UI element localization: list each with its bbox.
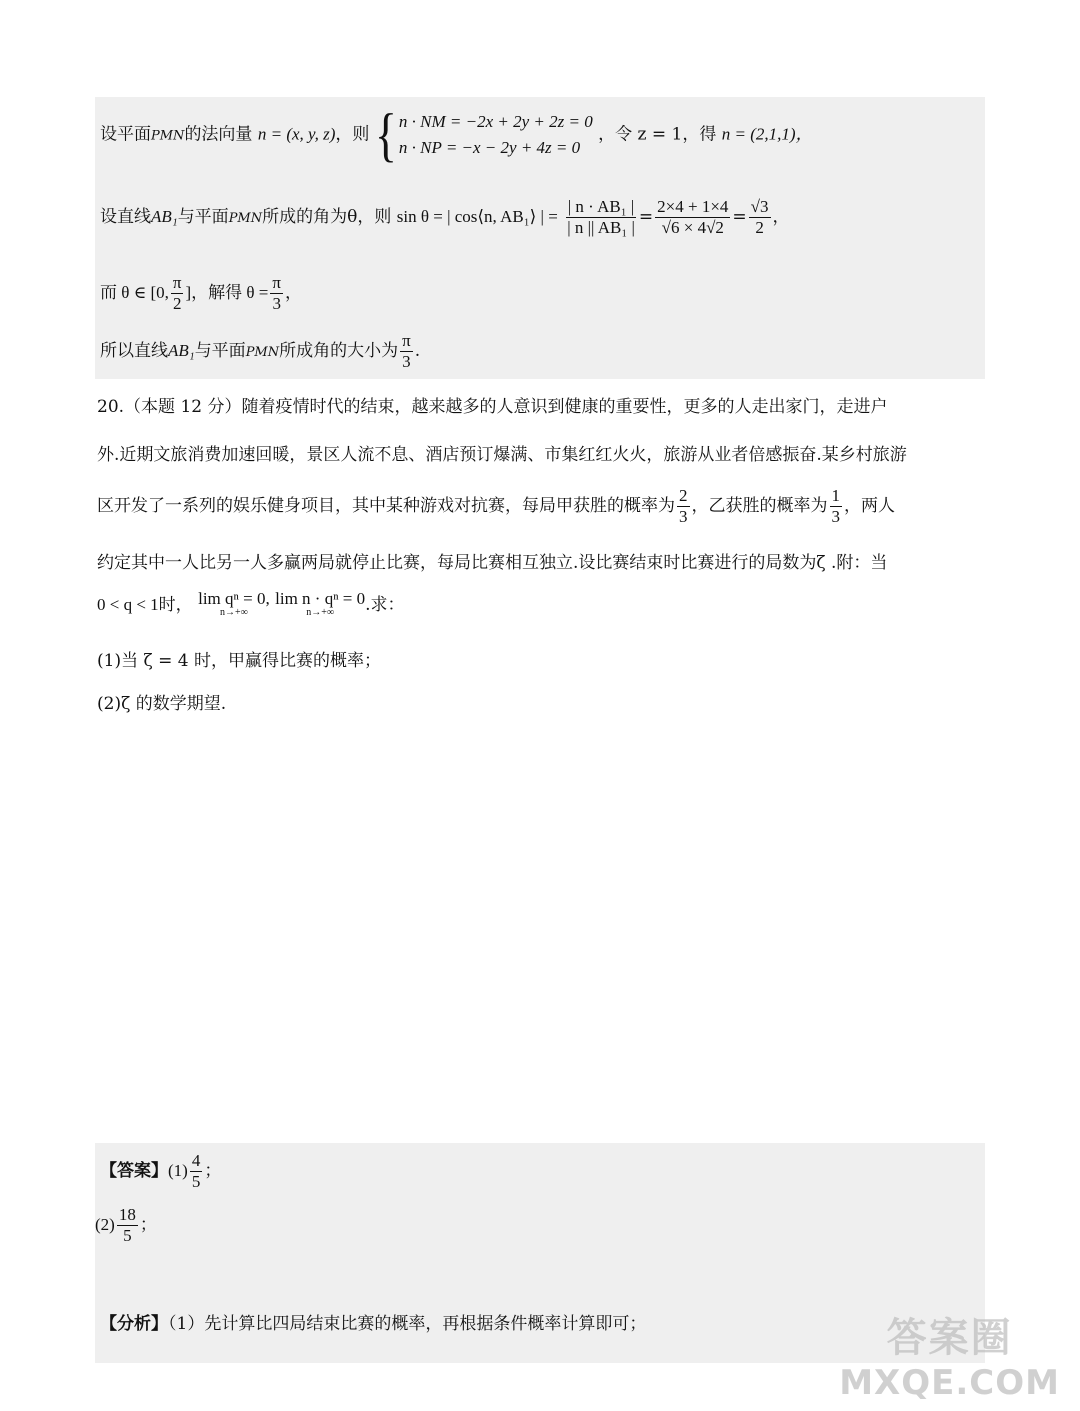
answer-label: 【答案】 bbox=[100, 1161, 168, 1181]
equation-system bbox=[399, 109, 593, 161]
watermark-url: MXQE.COM bbox=[839, 1363, 1060, 1403]
denominator: 3 bbox=[831, 507, 840, 526]
line-ab1: AB₁ bbox=[151, 207, 178, 226]
text: 与平面 bbox=[177, 207, 229, 227]
text: ， bbox=[772, 207, 790, 227]
numerator: 1 bbox=[831, 486, 840, 505]
fraction bbox=[830, 486, 843, 527]
numerator: √3 bbox=[750, 197, 769, 216]
analysis-text: （1）先计算比四局结束比赛的概率，再根据条件概率计算即可； bbox=[168, 1314, 647, 1334]
line-ab1: AB₁ bbox=[168, 341, 195, 360]
denominator: 5 bbox=[191, 1172, 201, 1191]
text: ， bbox=[284, 283, 302, 303]
fraction bbox=[565, 197, 637, 238]
limit-2 bbox=[275, 588, 366, 620]
analysis-label: 【分析】 bbox=[100, 1314, 168, 1334]
denominator: √6 × 4√2 bbox=[661, 218, 724, 237]
denominator: 5 bbox=[123, 1226, 132, 1245]
numerator: π bbox=[172, 273, 182, 292]
denominator: 3 bbox=[679, 507, 688, 526]
normal-result: n = (2,1,1)， bbox=[721, 124, 813, 144]
text: 所以直线 bbox=[100, 341, 168, 361]
fraction bbox=[677, 486, 690, 527]
question-2: (2)ζ 的数学期望. bbox=[97, 694, 227, 714]
numerator: | n · AB₁ | bbox=[567, 197, 635, 216]
plane-name: PMN bbox=[228, 211, 263, 226]
denominator: 3 bbox=[272, 294, 281, 313]
problem-line-5 bbox=[97, 590, 405, 620]
text: .求： bbox=[365, 595, 405, 615]
numerator: π bbox=[272, 273, 281, 292]
text: ]，解得 θ = bbox=[185, 283, 269, 302]
problem-line-4: 约定其中一人比另一人多赢两局就停止比赛，每局比赛相互独立.设比赛结束时比赛进行的局数为ζ .附：当 bbox=[97, 553, 888, 573]
text: . bbox=[414, 341, 421, 361]
left-brace: { bbox=[374, 101, 397, 168]
solution-line-1 bbox=[100, 101, 813, 168]
text: (2) bbox=[95, 1215, 115, 1234]
numerator: 4 bbox=[191, 1151, 201, 1170]
equation-2: n · NP = −x − 2y + 4z = 0 bbox=[398, 138, 581, 157]
text: ，乙获胜的概率为 bbox=[691, 496, 828, 516]
text: 设平面 bbox=[100, 124, 151, 145]
solution-line-3 bbox=[100, 273, 302, 314]
denominator: 3 bbox=[402, 352, 411, 371]
text: ，令 z = 1，得 bbox=[598, 124, 717, 145]
text: 所成角的大小为 bbox=[279, 341, 399, 361]
limit-subscript: n→+∞ bbox=[220, 606, 248, 618]
text: (1) bbox=[168, 1161, 188, 1180]
equation-1: n · NM = −2x + 2y + 2z = 0 bbox=[398, 112, 593, 131]
answer-line-1 bbox=[100, 1151, 221, 1192]
numerator: 2×4 + 1×4 bbox=[657, 197, 729, 216]
fraction bbox=[117, 1205, 138, 1246]
text: 所成的角为θ，则 bbox=[262, 207, 392, 227]
fraction bbox=[400, 331, 413, 372]
fraction bbox=[171, 273, 184, 314]
numerator: 2 bbox=[679, 486, 688, 505]
fraction bbox=[270, 273, 283, 314]
text: 的法向量 bbox=[184, 124, 253, 145]
fraction bbox=[190, 1151, 203, 1192]
watermark bbox=[839, 1306, 1060, 1403]
denominator: | n || AB₁ | bbox=[567, 218, 635, 237]
limit-subscript: n→+∞ bbox=[306, 606, 335, 618]
question-1: (1)当 ζ = 4 时，甲赢得比赛的概率； bbox=[97, 651, 381, 671]
limit-1 bbox=[198, 588, 270, 620]
problem-line-2: 外.近期文旅消费加速回暖，景区人流不息、酒店预订爆满、市集红红火火，旅游从业者倍感振奋.某乡村旅游 bbox=[97, 445, 907, 465]
denominator: 2 bbox=[755, 218, 764, 237]
numerator: 18 bbox=[118, 1205, 136, 1224]
normal-vector: n = (x, y, z) bbox=[257, 124, 336, 144]
text: ，两人 bbox=[844, 496, 895, 516]
watermark-logo: 答案圈 bbox=[886, 1315, 1013, 1361]
problem-line-1: 20.（本题 12 分）随着疫情时代的结束，越来越多的人意识到健康的重要性，更多的人走出家门，走进户 bbox=[97, 397, 888, 417]
answer-line-2 bbox=[95, 1205, 157, 1246]
text: 而 θ ∈ [0, bbox=[100, 283, 169, 302]
problem-line-3 bbox=[97, 486, 895, 527]
limit-expression: lim n · qⁿ = 0 bbox=[275, 588, 366, 608]
plane-name: PMN bbox=[245, 345, 280, 360]
analysis-line bbox=[100, 1309, 646, 1334]
fraction bbox=[749, 197, 771, 238]
denominator: 2 bbox=[172, 294, 182, 313]
numerator: π bbox=[402, 331, 411, 350]
text: 设直线 bbox=[100, 207, 151, 227]
text: 区开发了一系列的娱乐健身项目，其中某种游戏对抗赛，每局甲获胜的概率为 bbox=[97, 496, 675, 516]
text: ； bbox=[204, 1161, 222, 1181]
text: 与平面 bbox=[194, 341, 246, 361]
text: ，则 bbox=[335, 124, 370, 145]
plane-name: PMN bbox=[151, 128, 185, 144]
text: 0 < q < 1时， bbox=[97, 595, 193, 614]
sin-expression: sin θ = | cos⟨n, AB₁⟩ | = bbox=[396, 207, 558, 226]
solution-line-4 bbox=[100, 331, 420, 372]
text: ； bbox=[139, 1215, 157, 1235]
fraction bbox=[655, 197, 730, 238]
solution-line-2: 设直线AB₁与平面PMN所成的角为θ，则 sin θ = | cos⟨n, AB₁⟩ | = $\frac{\text{| n · AB₁ |}}{\text{| n || AB₁ |}}$ = $\frac{2\times 4 + 1\times 4}{√6 \times 4√2}$ = $\frac{√3}{2}$ ， bbox=[100, 197, 790, 237]
limit-expression: lim qⁿ = 0, bbox=[198, 588, 270, 608]
solution-block bbox=[95, 97, 985, 379]
